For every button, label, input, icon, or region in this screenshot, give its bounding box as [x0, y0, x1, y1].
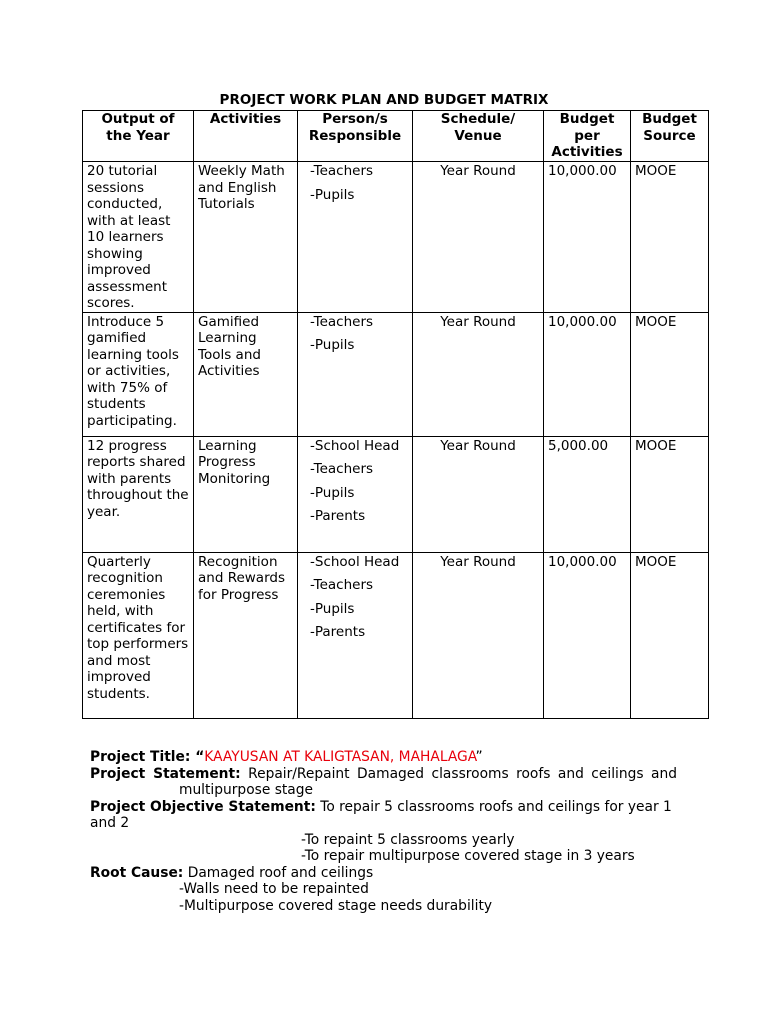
persons-cell	[298, 552, 413, 718]
schedule-cell: Year Round	[413, 312, 544, 436]
activity-cell: Weekly Math and English Tutorials	[194, 162, 298, 313]
output-cell: 20 tutorial sessions conducted, with at least 10 learners showing improved assessment scores.	[83, 162, 194, 313]
person-item: -Teachers	[310, 313, 374, 330]
project-statement-label: Project Statement:	[90, 765, 241, 782]
matrix-title: PROJECT WORK PLAN AND BUDGET MATRIX	[219, 92, 549, 108]
person-item: -Teachers	[310, 163, 374, 179]
schedule-cell: Year Round	[413, 552, 544, 718]
col-header-schedule: Schedule/ Venue	[413, 111, 544, 162]
person-item: -School Head	[310, 437, 400, 454]
table-header-row	[83, 111, 709, 162]
persons-cell	[298, 312, 413, 436]
col-header-output: Output of the Year	[83, 111, 194, 162]
table-row	[83, 552, 709, 718]
project-statement-cont: multipurpose stage	[179, 782, 313, 798]
budget-cell: 10,000.00	[544, 312, 631, 436]
project-statement-line	[90, 766, 677, 783]
project-title-value: KAAYUSAN AT KALIGTASAN, MAHALAGA	[204, 749, 476, 765]
project-objective-item: -To repaint 5 classrooms yearly	[301, 831, 515, 848]
col-header-activities: Activities	[194, 111, 298, 162]
person-item: -Pupils	[310, 484, 355, 501]
source-cell: MOOE	[631, 552, 709, 718]
person-item: -School Head	[310, 553, 400, 570]
source-cell: MOOE	[631, 312, 709, 436]
output-cell: 12 progress reports shared with parents throughout the year.	[83, 436, 194, 552]
activity-cell: Learning Progress Monitoring	[194, 436, 298, 552]
output-cell: Quarterly recognition ceremonies held, with certificates for top performers and most improved students.	[83, 552, 194, 718]
budget-cell: 10,000.00	[544, 552, 631, 718]
output-cell: Introduce 5 gamified learning tools or activities, with 75% of students participating.	[83, 312, 194, 436]
project-details	[90, 749, 677, 914]
schedule-cell: Year Round	[413, 162, 544, 313]
col-header-source: Budget Source	[631, 111, 709, 162]
activity-cell: Recognition and Rewards for Progress	[194, 552, 298, 718]
project-objective-text: To repair 5 classrooms roofs and ceilings for year 1	[320, 798, 672, 815]
root-cause-item: -Walls need to be repainted	[179, 881, 369, 897]
work-plan-table	[82, 110, 709, 719]
persons-cell	[298, 162, 413, 313]
project-objective-line	[90, 799, 677, 816]
project-title-label: Project Title: “	[90, 749, 205, 765]
root-cause-line	[90, 865, 677, 882]
activity-cell: Gamified Learning Tools and Activities	[194, 312, 298, 436]
schedule-cell: Year Round	[413, 436, 544, 552]
budget-cell: 5,000.00	[544, 436, 631, 552]
col-header-budget: Budget per Activities	[544, 111, 631, 162]
project-title-close: ”	[475, 749, 483, 765]
project-statement-text: Repair/Repaint Damaged classrooms roofs and ceilings and	[248, 765, 678, 782]
person-item: -Teachers	[310, 461, 374, 477]
person-item: -Pupils	[310, 337, 355, 353]
project-objective-label: Project Objective Statement:	[90, 798, 316, 815]
source-cell: MOOE	[631, 162, 709, 313]
project-title-line	[90, 749, 677, 766]
person-item: -Teachers	[310, 577, 374, 593]
person-item: -Parents	[310, 624, 366, 640]
root-cause-item: -Multipurpose covered stage needs durability	[179, 897, 493, 914]
person-item: -Pupils	[310, 186, 355, 203]
table-row	[83, 436, 709, 552]
source-cell: MOOE	[631, 436, 709, 552]
root-cause-text: Damaged roof and ceilings	[187, 864, 374, 881]
budget-cell: 10,000.00	[544, 162, 631, 313]
person-item: -Parents	[310, 508, 366, 524]
col-header-persons: Person/s Responsible	[298, 111, 413, 162]
table-row	[83, 312, 709, 436]
root-cause-label: Root Cause:	[90, 864, 184, 881]
person-item: -Pupils	[310, 600, 355, 617]
table-row	[83, 162, 709, 313]
project-objective-cont: and 2	[90, 815, 130, 831]
project-objective-item: -To repair multipurpose covered stage in 3 years	[301, 848, 635, 864]
persons-cell	[298, 436, 413, 552]
